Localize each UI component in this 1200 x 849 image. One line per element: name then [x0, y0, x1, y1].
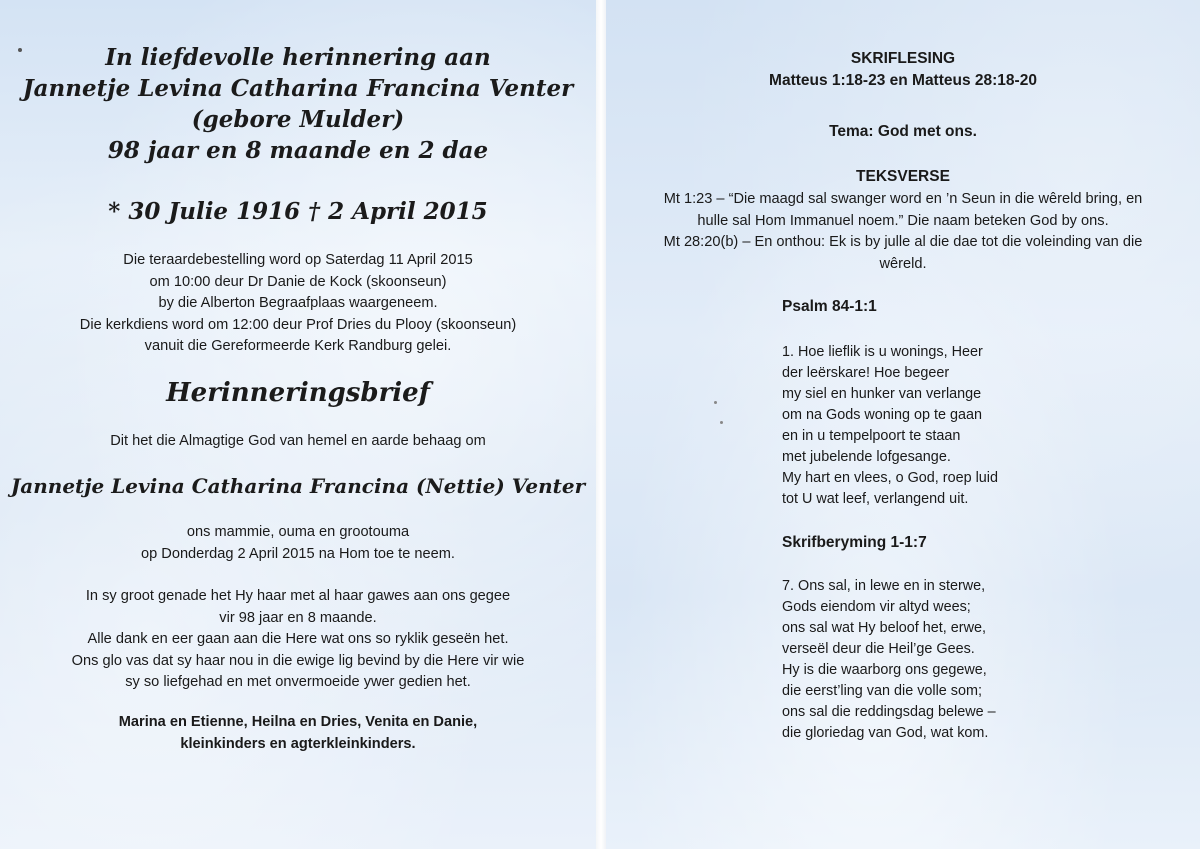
reading-section	[606, 50, 1200, 90]
passing-line: ons mammie, ouma en grootouma	[186, 524, 410, 540]
psalm-line: My hart en vlees, o God, roep luid	[782, 470, 998, 486]
theme-text: Tema: God met ons.	[829, 123, 977, 140]
passing-line: op Donderdag 2 April 2015 na Hom toe te neem.	[141, 545, 455, 562]
speck-mark	[714, 401, 717, 404]
left-page	[0, 0, 596, 849]
hymn-title: Skrifberyming 1-1:7	[782, 534, 927, 551]
psalm-line: met jubelende lofgesange.	[782, 449, 951, 465]
hymn-line: Gods eiendom vir altyd wees;	[782, 599, 971, 615]
tribute-line: vir 98 jaar en 8 maande.	[219, 609, 377, 626]
psalm-title: Psalm 84-1:1	[782, 298, 877, 315]
texts-section	[606, 168, 1200, 275]
passing-text	[0, 522, 596, 565]
text-line: wêreld.	[879, 255, 927, 272]
hymn-line: ons sal wat Hy beloof het, erwe,	[782, 620, 986, 636]
hymn-line: die gloriedag van God, wat kom.	[782, 725, 989, 741]
family-line: kleinkinders en agterkleinkinders.	[180, 735, 416, 752]
memorial-line-1: In liefdevolle herinnering aan	[105, 44, 491, 71]
speck-mark	[720, 421, 723, 424]
service-line: om 10:00 deur Dr Danie de Kock (skoonseun)	[149, 273, 447, 290]
theme	[606, 123, 1200, 141]
family-line: Marina en Etienne, Heilna en Dries, Venita en Danie,	[118, 714, 478, 730]
tribute-line: Ons glo vas dat sy haar nou in die ewige lig bevind by die Here vir wie	[71, 652, 525, 669]
psalm-line: der leërskare! Hoe begeer	[782, 365, 950, 381]
life-dates	[0, 198, 596, 225]
memorial-heading	[0, 42, 596, 166]
reading-refs: Matteus 1:18-23 en Matteus 28:18-20	[769, 72, 1037, 89]
deceased-name	[0, 474, 596, 498]
service-line: by die Alberton Begraafplaas waargeneem.	[158, 295, 438, 311]
tribute-line: sy so liefgehad en met onvermoeide ywer gedien het.	[125, 674, 471, 690]
psalm-line: en in u tempelpoort te staan	[782, 428, 961, 444]
psalm-verse	[782, 342, 998, 510]
service-details	[0, 250, 596, 358]
memorial-line-3: (gebore Mulder)	[191, 106, 405, 133]
tribute-line: In sy groot genade het Hy haar met al haar gawes aan ons gegee	[85, 588, 511, 604]
text-line: Mt 28:20(b) – En onthou: Ek is by julle al die dae tot die voleinding van die	[663, 234, 1143, 250]
service-line: Die kerkdiens word om 12:00 deur Prof Dries du Plooy (skoonseun)	[79, 316, 517, 333]
service-line: Die teraardebestelling word op Saterdag 11 April 2015	[123, 252, 473, 268]
tribute-line: Alle dank en eer gaan aan die Here wat ons so ryklik geseën het.	[87, 631, 509, 647]
family-signoff	[0, 712, 596, 755]
service-line: vanuit die Gereformeerde Kerk Randburg gelei.	[144, 338, 452, 354]
hymn-line: die eerst’ling van die volle som;	[782, 683, 982, 699]
text-line: hulle sal Hom Immanuel noem.” Die naam beteken God by ons.	[697, 212, 1109, 229]
tribute-text	[0, 586, 596, 694]
letter-title-text: Herinneringsbrief	[166, 378, 430, 408]
text-line: Mt 1:23 – “Die maagd sal swanger word en ’n Seun in die wêreld bring, en	[663, 191, 1143, 207]
memorial-line-2: Jannetje Levina Catharina Francina Venter	[22, 75, 574, 102]
page-fold	[596, 0, 606, 849]
hymn-line: ons sal die reddingsdag belewe –	[782, 704, 996, 720]
memorial-line-4: 98 jaar en 8 maande en 2 dae	[107, 137, 489, 164]
reading-title: SKRIFLESING	[850, 50, 956, 67]
intro-line: Dit het die Almagtige God van hemel en aarde behaag om	[110, 433, 486, 449]
hymn-verse	[782, 576, 996, 744]
life-dates-text: * 30 Julie 1916 † 2 April 2015	[108, 198, 488, 225]
hymn-line: 7. Ons sal, in lewe en in sterwe,	[782, 578, 986, 594]
psalm-line: om na Gods woning op te gaan	[782, 407, 983, 423]
hymn-line: verseël deur die Heil’ge Gees.	[782, 641, 975, 657]
hymn-line: Hy is die waarborg ons gegewe,	[782, 662, 987, 678]
texts-title: TEKSVERSE	[856, 168, 950, 185]
deceased-name-text: Jannetje Levina Catharina Francina (Nettie) Venter	[10, 474, 586, 498]
intro-text	[0, 431, 596, 453]
psalm-line: 1. Hoe lieflik is u wonings, Heer	[782, 344, 983, 360]
right-page	[606, 0, 1200, 849]
psalm-line: my siel en hunker van verlange	[782, 386, 982, 402]
psalm-line: tot U wat leef, verlangend uit.	[782, 491, 969, 507]
letter-title	[0, 378, 596, 408]
